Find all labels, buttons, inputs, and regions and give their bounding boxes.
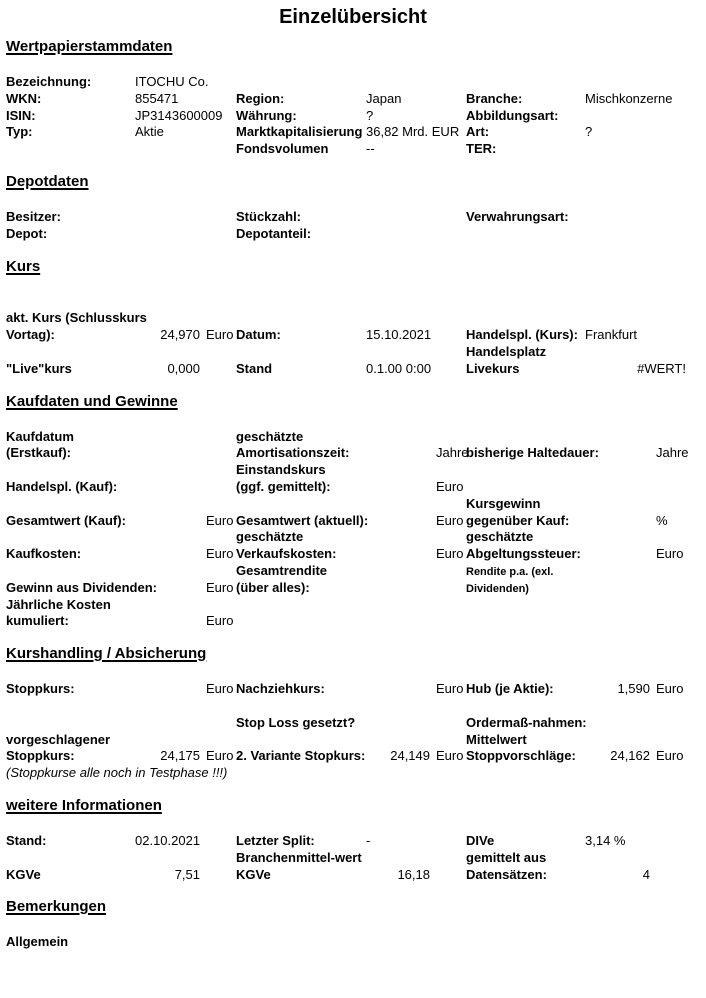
unit-label: % [656,512,668,528]
unit-label: Euro [206,327,234,343]
section-weitere-informationen [0,796,706,883]
field-value: #WERT! [637,360,686,376]
field-label: ISIN: [6,107,36,123]
field-label: Nachziehkurs: [236,681,325,697]
field-label: Handelsplatz [466,343,547,359]
unit-label: Euro [206,681,234,697]
field-label: Depotanteil: [236,225,312,241]
field-label: Livekurs [466,360,520,376]
field-label: Branchenmittel-wert [236,849,362,865]
field-row [6,546,706,563]
field-row [6,462,706,479]
field-label: Stückzahl: [236,208,302,224]
section-wertpapierstammdaten [0,37,706,158]
field-label: Rendite p.a. (exl. [466,565,554,578]
field-row [6,765,706,782]
field-label: Handelspl. (Kurs): [466,327,578,343]
field-value: -- [366,141,375,157]
field-value: Aktie [135,124,164,140]
section-heading: Kurs [6,257,41,275]
field-row [6,429,706,446]
section-kurs [0,257,706,378]
field-value: - [366,832,371,848]
field-label: gemittelt aus [466,849,547,865]
field-label: KGVe [6,866,41,882]
field-value: Japan [366,90,402,106]
field-row [6,681,706,698]
unit-label: Euro [206,512,234,528]
field-label: Fondsvolumen [236,141,329,157]
section-heading: Kaufdaten und Gewinne [6,392,178,410]
field-row [6,698,706,715]
field-label: Stoppvorschläge: [466,748,576,764]
field-label: Verwahrungsart: [466,208,569,224]
field-label: geschätzte [236,428,304,444]
unit-label: Euro [206,613,234,629]
field-row [6,850,706,867]
field-label: Hub (je Aktie): [466,681,554,697]
field-row [6,91,706,108]
field-row [6,715,706,732]
field-value: 24,970 [160,327,200,343]
unit-label: Euro [656,546,684,562]
field-label: WKN: [6,90,42,106]
field-value: 36,82 Mrd. EUR [366,124,460,140]
section-bemerkungen [0,897,706,951]
field-row [6,209,706,226]
unit-label: Euro [656,748,684,764]
section-heading: Depotdaten [6,172,89,190]
field-row [6,580,706,597]
field-label: Ordermaß-nahmen: [466,714,587,730]
field-value: 02.10.2021 [135,832,201,848]
field-row [6,496,706,513]
field-value: 16,18 [397,866,430,882]
field-value: 1,590 [617,681,650,697]
field-row [6,597,706,614]
field-label: Art: [466,124,490,140]
field-value: ? [366,107,374,123]
field-label: Einstandskurs [236,462,326,478]
field-value: JP3143600009 [135,107,223,123]
field-label: Jährliche Kosten [6,596,111,612]
field-label: 2. Variante Stopkurs: [236,748,366,764]
field-value: Frankfurt [585,327,638,343]
field-label: bisherige Haltedauer: [466,445,599,461]
field-label: vorgeschlagener [6,731,111,747]
unit-label: Euro [206,579,234,595]
field-label: Datum: [236,327,281,343]
field-label: Abgeltungssteuer: [466,546,581,562]
field-value: 0,000 [167,360,200,376]
field-label: Amortisationszeit: [236,445,350,461]
field-label: Marktkapitalisierung [236,124,363,140]
field-label: Handelspl. (Kauf): [6,478,118,494]
field-row [6,327,706,344]
page-title: Einzelübersicht [279,6,427,28]
field-row [6,513,706,530]
unit-label: Jahre [656,445,689,461]
field-value: Mischkonzerne [585,90,673,106]
field-label: geschätzte [466,529,534,545]
field-label: Stop Loss gesetzt? [236,714,356,730]
field-label: Typ: [6,124,33,140]
field-row [6,344,706,361]
field-row [6,294,706,311]
field-label: Kaufkosten: [6,546,82,562]
unit-label: Euro [436,748,464,764]
unit-label: Euro [656,681,684,697]
field-label: TER: [466,141,497,157]
field-label: Depot: [6,225,48,241]
unit-label: Jahre [436,445,469,461]
field-row [6,732,706,749]
field-label: Gewinn aus Dividenden: [6,579,157,595]
field-label: Gesamtwert (Kauf): [6,512,126,528]
field-row [6,479,706,496]
field-label: Kursgewinn [466,495,541,511]
field-row [6,108,706,125]
field-label: Verkaufskosten: [236,546,337,562]
field-label: Region: [236,90,285,106]
section-depotdaten [0,172,706,243]
field-label: Gesamtwert (aktuell): [236,512,369,528]
field-label: Vortag): [6,327,55,343]
field-label: Allgemein [6,934,69,950]
field-label: Stand [236,360,273,376]
field-label: Branche: [466,90,523,106]
unit-label: Euro [436,681,464,697]
section-kurshandling-absicherung [0,644,706,782]
field-row [6,867,706,884]
field-row [6,529,706,546]
field-label: (Erstkauf): [6,445,72,461]
field-label: Bezeichnung: [6,74,92,89]
field-label: kumuliert: [6,613,69,629]
field-row [6,934,706,951]
section-heading: weitere Informationen [6,796,162,814]
field-value: ITOCHU Co. [135,74,209,89]
field-row [6,74,706,91]
field-value: 15.10.2021 [366,327,432,343]
unit-label: Euro [436,546,464,562]
field-row [6,445,706,462]
note-text: (Stoppkurse alle noch in Testphase !!!) [6,765,228,781]
field-value: 4 [642,866,650,882]
section-kaufdaten-und-gewinne [0,392,706,631]
field-label: geschätzte [236,529,304,545]
field-label: (ggf. gemittelt): [236,478,331,494]
field-row [6,141,706,158]
field-label: "Live"kurs [6,360,72,376]
field-value: 3,14 % [585,832,626,848]
field-label: DIVe [466,832,495,848]
field-row [6,563,706,580]
field-label: KGVe [236,866,271,882]
field-label: Stoppkurs: [6,681,75,697]
field-label: Letzter Split: [236,832,315,848]
field-row [6,310,706,327]
unit-label: Euro [206,546,234,562]
field-row [6,748,706,765]
unit-label: Euro [436,512,464,528]
field-value: 24,149 [390,748,430,764]
field-label: Mittelwert [466,731,527,747]
field-label: Gesamtrendite [236,562,328,578]
section-heading: Kurshandling / Absicherung [6,645,207,663]
field-row [6,124,706,141]
field-value: 24,175 [160,748,200,764]
field-label: Abbildungsart: [466,107,559,123]
field-value: 0.1.00 0:00 [366,360,432,376]
field-row [6,833,706,850]
field-row [6,613,706,630]
field-label: Stand: [6,832,47,848]
field-label: (über alles): [236,579,310,595]
unit-label: Euro [436,478,464,494]
field-label: Dividenden) [466,582,529,595]
field-label: Kaufdatum [6,428,74,444]
field-value: 24,162 [610,748,650,764]
section-heading: Wertpapierstammdaten [6,38,173,55]
field-label: Stoppkurs: [6,748,75,764]
field-label: akt. Kurs (Schlusskurs [6,310,147,326]
field-row [6,226,706,243]
field-row [6,361,706,378]
field-label: Datensätzen: [466,866,547,882]
unit-label: Euro [206,748,234,764]
field-label: Währung: [236,107,297,123]
field-value: 7,51 [174,866,200,882]
document-body [0,37,706,951]
field-label: Besitzer: [6,208,61,224]
field-value: 855471 [135,90,179,106]
section-heading: Bemerkungen [6,898,107,916]
field-label: gegenüber Kauf: [466,512,570,528]
field-value: ? [585,124,593,140]
